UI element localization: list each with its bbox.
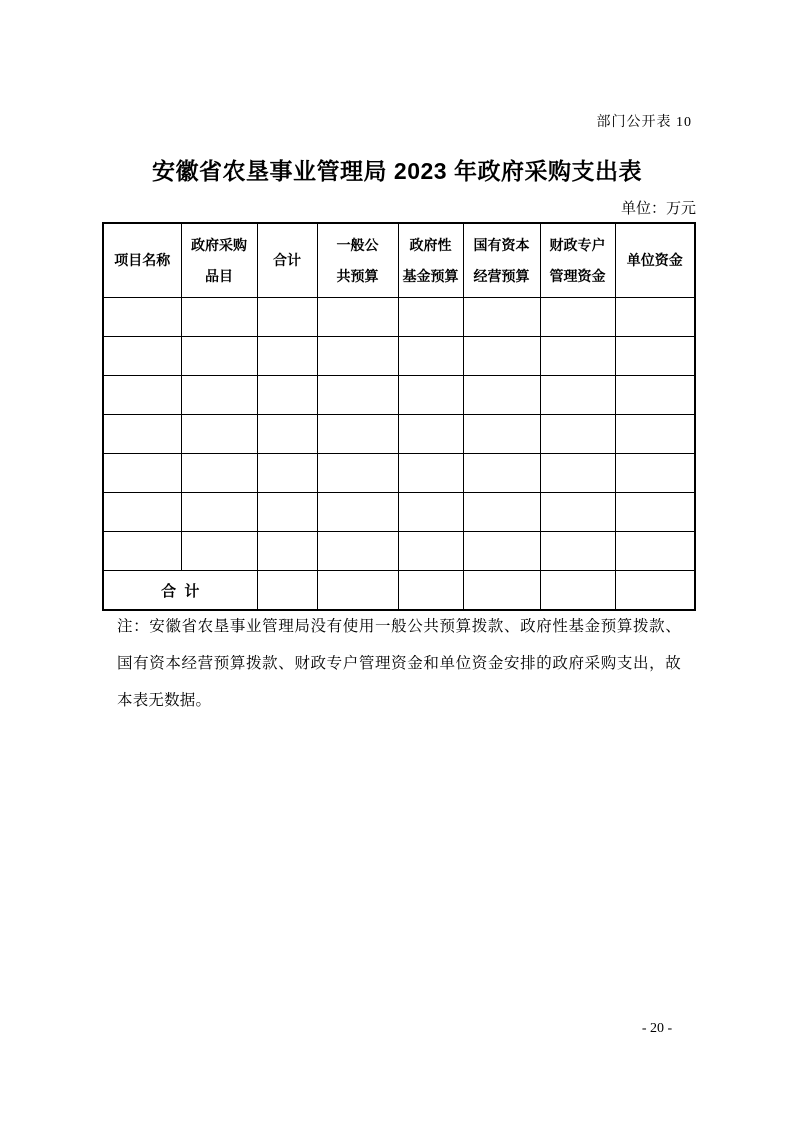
total-row bbox=[103, 571, 695, 611]
table-cell-empty bbox=[103, 532, 181, 571]
total-cell-fiscal-special-account-funds bbox=[540, 571, 615, 611]
table-cell-empty bbox=[615, 298, 695, 337]
table-cell-empty bbox=[463, 415, 540, 454]
header-government-fund-budget: 政府性 基金预算 bbox=[398, 223, 463, 298]
total-cell-total bbox=[257, 571, 317, 611]
total-row-label: 合 计 bbox=[103, 571, 257, 611]
total-cell-general-public-budget bbox=[317, 571, 398, 611]
table-cell-empty bbox=[257, 415, 317, 454]
table-row-empty bbox=[103, 493, 695, 532]
table-row-empty bbox=[103, 298, 695, 337]
table-cell-empty bbox=[181, 415, 257, 454]
table-header-row bbox=[103, 223, 695, 298]
table-cell-empty bbox=[398, 532, 463, 571]
table-cell-empty bbox=[463, 298, 540, 337]
table-cell-empty bbox=[103, 337, 181, 376]
table-cell-empty bbox=[317, 454, 398, 493]
table-cell-empty bbox=[257, 493, 317, 532]
table-cell-empty bbox=[398, 454, 463, 493]
table-cell-empty bbox=[398, 493, 463, 532]
table-cell-empty bbox=[317, 493, 398, 532]
table-cell-empty bbox=[317, 337, 398, 376]
table-cell-empty bbox=[540, 298, 615, 337]
header-project-name: 项目名称 bbox=[103, 223, 181, 298]
table-row-empty bbox=[103, 337, 695, 376]
header-fiscal-special-account-funds: 财政专户 管理资金 bbox=[540, 223, 615, 298]
table-cell-empty bbox=[398, 298, 463, 337]
table-body bbox=[103, 298, 695, 611]
procurement-expenditure-table bbox=[102, 222, 696, 611]
header-general-public-budget: 一般公 共预算 bbox=[317, 223, 398, 298]
page-title: 安徽省农垦事业管理局 2023 年政府采购支出表 bbox=[152, 158, 642, 184]
table-cell-empty bbox=[103, 298, 181, 337]
table-row-empty bbox=[103, 454, 695, 493]
table-cell-empty bbox=[463, 493, 540, 532]
table-cell-empty bbox=[181, 376, 257, 415]
table-cell-empty bbox=[317, 532, 398, 571]
table-cell-empty bbox=[615, 454, 695, 493]
table-cell-empty bbox=[257, 532, 317, 571]
table-cell-empty bbox=[540, 415, 615, 454]
table-cell-empty bbox=[103, 376, 181, 415]
table-cell-empty bbox=[615, 415, 695, 454]
table-cell-empty bbox=[257, 298, 317, 337]
table-cell-empty bbox=[181, 298, 257, 337]
table-cell-empty bbox=[615, 337, 695, 376]
table-cell-empty bbox=[398, 337, 463, 376]
table-cell-empty bbox=[103, 454, 181, 493]
table-cell-empty bbox=[181, 493, 257, 532]
header-state-capital-budget: 国有资本 经营预算 bbox=[463, 223, 540, 298]
table-cell-empty bbox=[540, 493, 615, 532]
table-cell-empty bbox=[257, 454, 317, 493]
table-cell-empty bbox=[317, 415, 398, 454]
table-cell-empty bbox=[398, 415, 463, 454]
total-cell-government-fund-budget bbox=[398, 571, 463, 611]
table-cell-empty bbox=[463, 337, 540, 376]
table-cell-empty bbox=[103, 493, 181, 532]
table-cell-empty bbox=[540, 337, 615, 376]
table-cell-empty bbox=[615, 376, 695, 415]
table-cell-empty bbox=[540, 376, 615, 415]
table-cell-empty bbox=[181, 454, 257, 493]
total-cell-state-capital-budget bbox=[463, 571, 540, 611]
page-number: - 20 - bbox=[641, 1021, 673, 1036]
unit-label: 单位：万元 bbox=[620, 201, 696, 217]
header-unit-funds: 单位资金 bbox=[615, 223, 695, 298]
table-cell-empty bbox=[615, 493, 695, 532]
header-total: 合计 bbox=[257, 223, 317, 298]
table-cell-empty bbox=[540, 454, 615, 493]
table-cell-empty bbox=[181, 532, 257, 571]
table-cell-empty bbox=[463, 376, 540, 415]
table-row-empty bbox=[103, 376, 695, 415]
table-cell-empty bbox=[398, 376, 463, 415]
total-cell-unit-funds bbox=[615, 571, 695, 611]
header-procurement-item: 政府采购 品目 bbox=[181, 223, 257, 298]
table-cell-empty bbox=[615, 532, 695, 571]
doc-label: 部门公开表 10 bbox=[596, 115, 692, 130]
table-row-empty bbox=[103, 415, 695, 454]
table-cell-empty bbox=[317, 298, 398, 337]
table-cell-empty bbox=[463, 532, 540, 571]
table-cell-empty bbox=[257, 337, 317, 376]
table-row-empty bbox=[103, 532, 695, 571]
table-header bbox=[103, 223, 695, 298]
table-cell-empty bbox=[257, 376, 317, 415]
note-text: 注：安徽省农垦事业管理局没有使用一般公共预算拨款、政府性基金预算拨款、国有资本经营预算拨款、财政专户管理资金和单位资金安排的政府采购支出，故本表无数据。 bbox=[117, 618, 681, 709]
table-cell-empty bbox=[540, 532, 615, 571]
table-cell-empty bbox=[181, 337, 257, 376]
table-cell-empty bbox=[463, 454, 540, 493]
table-cell-empty bbox=[103, 415, 181, 454]
table-cell-empty bbox=[317, 376, 398, 415]
